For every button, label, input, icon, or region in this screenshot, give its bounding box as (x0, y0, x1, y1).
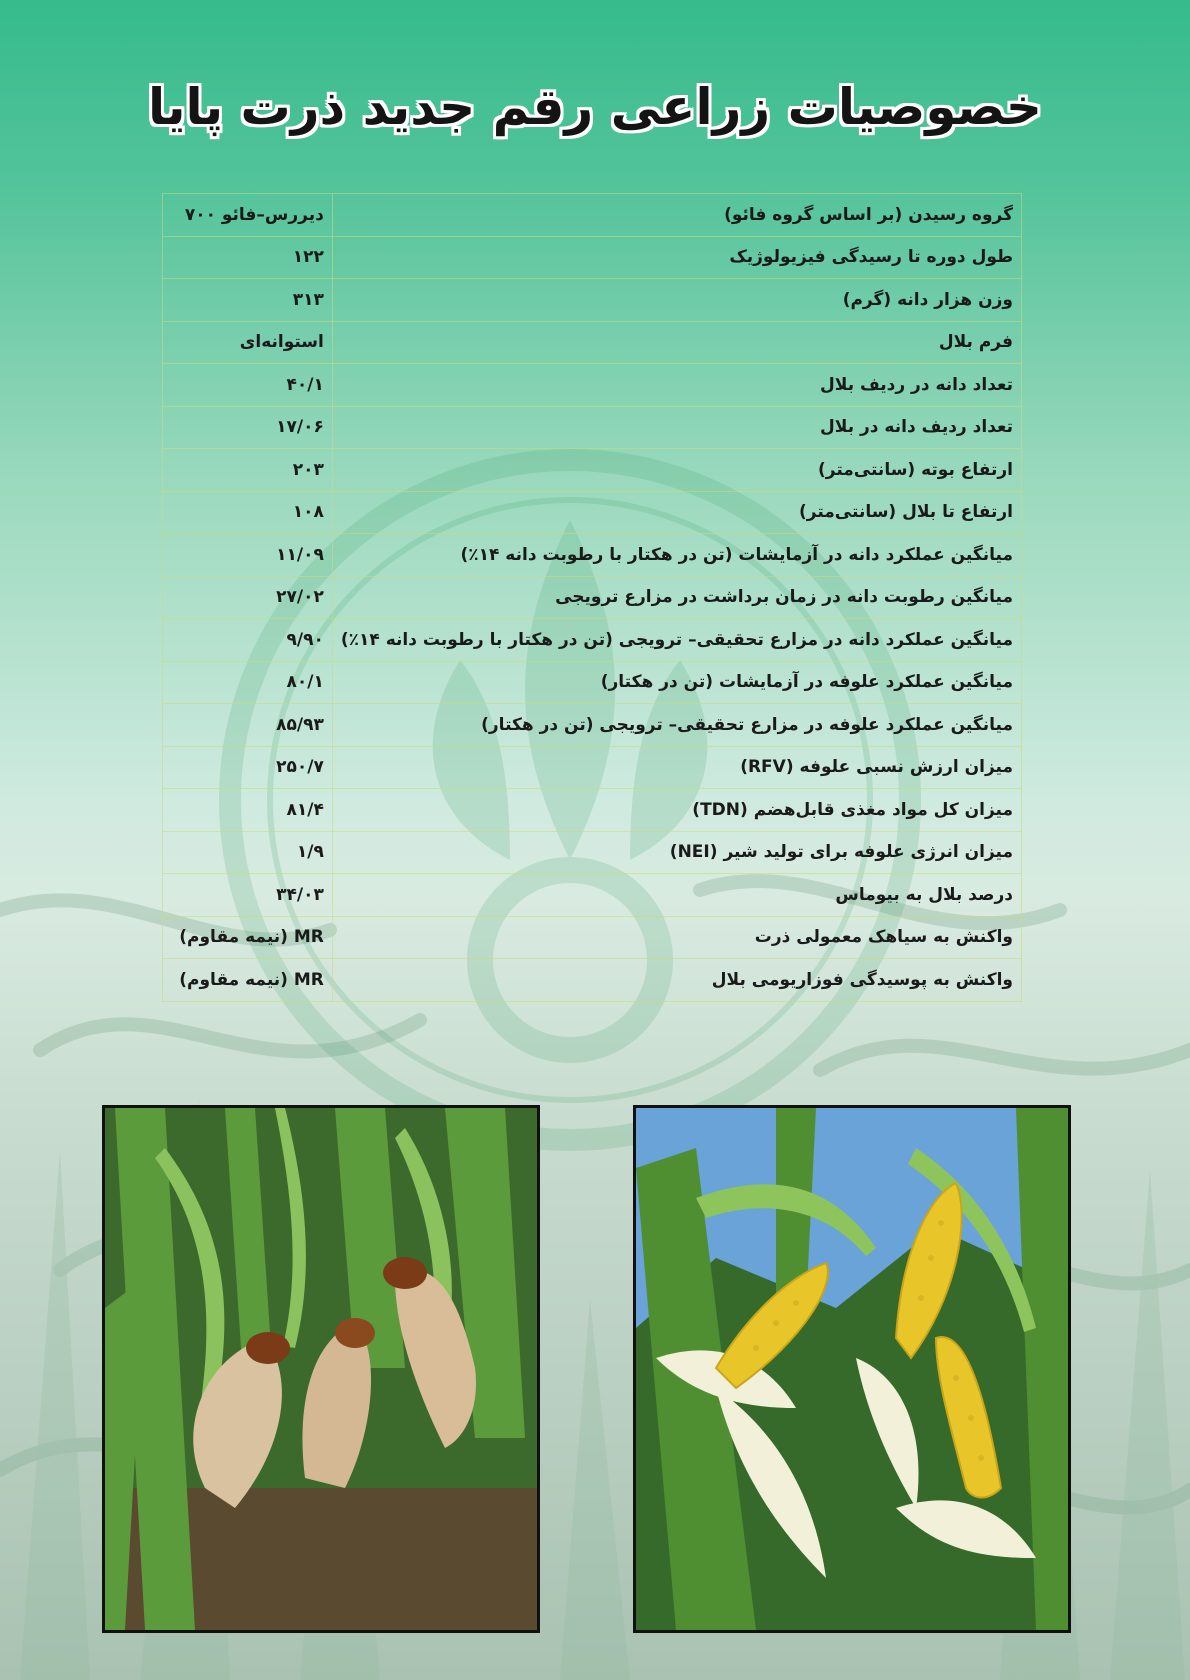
property-label: ارتفاع تا بلال (سانتی‌متر) (332, 491, 1021, 534)
property-label: ارتفاع بوته (سانتی‌متر) (332, 449, 1021, 492)
property-label: واکنش به سیاهک معمولی ذرت (332, 916, 1021, 959)
table-row (163, 831, 1022, 874)
table-row (163, 534, 1022, 577)
table-row (163, 491, 1022, 534)
property-label: میزان ارزش نسبی علوفه (RFV) (332, 746, 1021, 789)
property-value: MR (نیمه مقاوم) (163, 916, 333, 959)
property-label: گروه رسیدن (بر اساس گروه فائو) (332, 194, 1021, 237)
property-value: ۱/۹ (163, 831, 333, 874)
property-label: میانگین عملکرد دانه در آزمایشات (تن در هکتار با رطوبت دانه ۱۴٪) (332, 534, 1021, 577)
property-value: ۸۱/۴ (163, 789, 333, 832)
table-row (163, 704, 1022, 747)
property-value: ۱۰۸ (163, 491, 333, 534)
table-row (163, 406, 1022, 449)
property-label: میانگین رطوبت دانه در زمان برداشت در مزارع ترویجی (332, 576, 1021, 619)
property-value: استوانه‌ای (163, 321, 333, 364)
property-label: درصد بلال به بیوماس (332, 874, 1021, 917)
property-value: ۲۵۰/۷ (163, 746, 333, 789)
table-row (163, 279, 1022, 322)
property-label: فرم بلال (332, 321, 1021, 364)
property-label: میزان انرژی علوفه برای تولید شیر (NEI) (332, 831, 1021, 874)
table-row (163, 916, 1022, 959)
property-value: ۳۴/۰۳ (163, 874, 333, 917)
photo-husked-ears (102, 1105, 540, 1633)
property-label: تعداد ردیف دانه در بلال (332, 406, 1021, 449)
table-row (163, 874, 1022, 917)
table-row (163, 449, 1022, 492)
photo-yellow-ears (633, 1105, 1071, 1633)
table-row (163, 364, 1022, 407)
specifications-table (162, 193, 1022, 1002)
table-row (163, 576, 1022, 619)
property-label: میانگین عملکرد علوفه در آزمایشات (تن در هکتار) (332, 661, 1021, 704)
corn-ear-photo-icon (636, 1108, 1068, 1630)
property-value: ۸۰/۱ (163, 661, 333, 704)
table-row (163, 959, 1022, 1002)
table-row (163, 746, 1022, 789)
corn-husk-photo-icon (105, 1108, 537, 1630)
property-value: دیررس–فائو ۷۰۰ (163, 194, 333, 237)
property-label: طول دوره تا رسیدگی فیزیولوژیک (332, 236, 1021, 279)
property-label: وزن هزار دانه (گرم) (332, 279, 1021, 322)
property-value: ۱۱/۰۹ (163, 534, 333, 577)
table-row (163, 661, 1022, 704)
property-label: میانگین عملکرد علوفه در مزارع تحقیقی– ترویجی (تن در هکتار) (332, 704, 1021, 747)
property-value: ۹/۹۰ (163, 619, 333, 662)
page-title: خصوصیات زراعی رقم جدید ذرت پایا (148, 78, 1042, 136)
property-value: ۲۰۳ (163, 449, 333, 492)
table-row (163, 321, 1022, 364)
property-label: میانگین عملکرد دانه در مزارع تحقیقی– ترویجی (تن در هکتار با رطوبت دانه ۱۴٪) (332, 619, 1021, 662)
property-value: ۱۲۲ (163, 236, 333, 279)
property-value: ۱۷/۰۶ (163, 406, 333, 449)
table-row (163, 194, 1022, 237)
property-label: میزان کل مواد مغذی قابل‌هضم (TDN) (332, 789, 1021, 832)
property-value: ۸۵/۹۳ (163, 704, 333, 747)
property-value: MR (نیمه مقاوم) (163, 959, 333, 1002)
table-row (163, 236, 1022, 279)
property-value: ۲۷/۰۲ (163, 576, 333, 619)
table-row (163, 789, 1022, 832)
table-row (163, 619, 1022, 662)
property-value: ۴۰/۱ (163, 364, 333, 407)
property-label: تعداد دانه در ردیف بلال (332, 364, 1021, 407)
specifications-table-body (163, 194, 1022, 1002)
property-label: واکنش به پوسیدگی فوزاریومی بلال (332, 959, 1021, 1002)
property-value: ۳۱۳ (163, 279, 333, 322)
